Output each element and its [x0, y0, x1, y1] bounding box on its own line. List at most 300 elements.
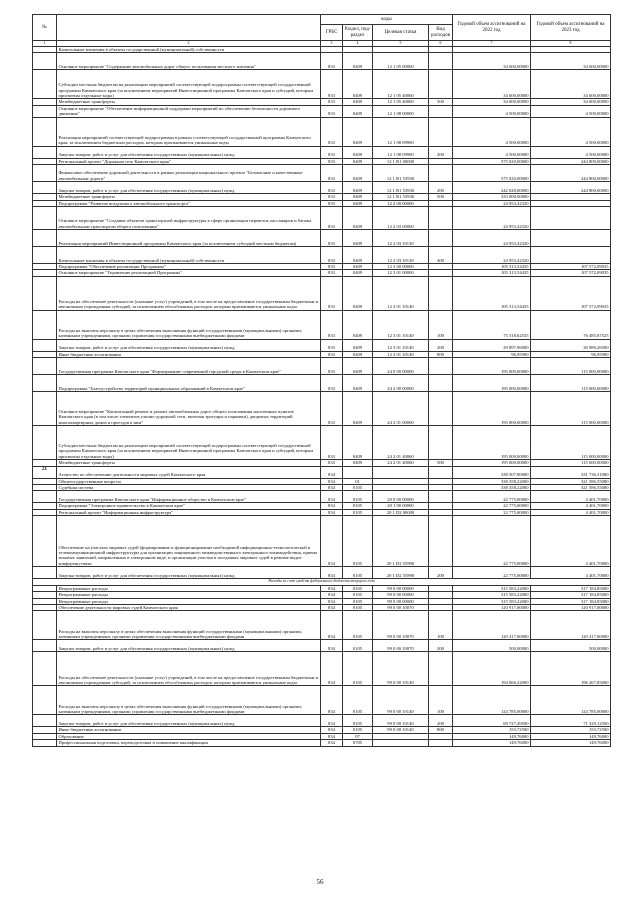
row-grbs: 834 — [321, 478, 343, 484]
row-amount-2022: 105 313,54435 — [453, 264, 531, 270]
table-row — [33, 339, 611, 351]
table-row — [33, 117, 611, 146]
row-name: Подпрограмма "Обеспечение реализации Программы" — [57, 264, 321, 270]
row-grbs: 833 — [321, 99, 343, 105]
row-grbs: 834 — [321, 715, 343, 727]
row-grbs: 834 — [321, 509, 343, 515]
row-amount-2023: 317 184,85000 — [531, 592, 611, 598]
row-exptype: 200 — [429, 567, 453, 579]
row-grbs: 834 — [321, 652, 343, 686]
row-amount-2023: 34 600,00000 — [531, 70, 611, 99]
row-name: Непрограммные расходы — [57, 592, 321, 598]
row-exptype — [429, 740, 453, 746]
row-target: 99 0 00 10140 — [373, 652, 429, 686]
col-num: 3 — [321, 41, 343, 47]
row-amount-2022: 24 953,42320 — [453, 247, 531, 264]
row-number — [33, 165, 57, 182]
row-amount-2022: 194 666,22000 — [453, 652, 531, 686]
row-name: Капитальные вложения в объекты государственной (муниципальной) собственности — [57, 47, 321, 53]
row-section: 0409 — [343, 105, 373, 117]
row-amount-2023: 120 417,00000 — [531, 611, 611, 640]
row-amount-2022: 195 000,00000 — [453, 392, 531, 426]
header-name — [57, 15, 321, 41]
table-row — [33, 230, 611, 247]
row-name: Субсидии местным бюджетам на реализацию мероприятий соответствующей подпрограммы соответствующей государственной программы Камчатского края (за исключением мероприятий Инвестиционной программы Камчатского края и субсидий, которым присвоены отдельные коды) — [57, 426, 321, 460]
row-target: 12 1 R1 53930 — [373, 165, 429, 182]
row-target: 99 0 00 10140 — [373, 715, 429, 727]
row-number — [33, 53, 57, 70]
row-exptype: 200 — [429, 146, 453, 158]
row-amount-2022: 105 313,54435 — [453, 270, 531, 276]
row-amount-2023: 4 401,70000 — [531, 491, 611, 503]
col-num: 7 — [453, 41, 531, 47]
row-exptype: 500 — [429, 99, 453, 105]
row-target: 99 0 00 10070 — [373, 604, 429, 610]
row-amount-2023: 317 184,85000 — [531, 598, 611, 604]
row-grbs: 834 — [321, 567, 343, 579]
row-grbs: 833 — [321, 426, 343, 460]
row-exptype — [429, 516, 453, 567]
row-name: Закупка товаров, работ и услуг для обеспечения государственных (муниципальных) нужд — [57, 715, 321, 727]
row-grbs: 833 — [321, 165, 343, 182]
row-exptype — [429, 70, 453, 99]
row-grbs: 833 — [321, 230, 343, 247]
row-name: Межбюджетные трансферты — [57, 194, 321, 200]
budget-table — [32, 14, 611, 747]
row-amount-2023: 76 485,87525 — [531, 310, 611, 339]
row-grbs: 833 — [321, 460, 343, 466]
table-row — [33, 247, 611, 264]
row-amount-2023: 321 586,55080 — [531, 485, 611, 491]
row-amount-2023: 115 000,00000 — [531, 460, 611, 466]
row-section: 0409 — [343, 230, 373, 247]
row-amount-2022: 4 500,00000 — [453, 146, 531, 158]
row-exptype — [429, 358, 453, 375]
row-grbs: 834 — [321, 503, 343, 509]
row-name: Иные бюджетные ассигнования — [57, 351, 321, 357]
row-number — [33, 247, 57, 264]
row-amount-2022: 24 953,42320 — [453, 207, 531, 230]
row-section: 0409 — [343, 70, 373, 99]
row-amount-2023: 4 500,00000 — [531, 117, 611, 146]
row-name: Закупка товаров, работ и услуг для обеспечения государственных (муниципальных) нужд — [57, 146, 321, 158]
row-amount-2022: 34 600,00000 — [453, 70, 531, 99]
row-amount-2023: 331 736,31080 — [531, 466, 611, 478]
row-target: 12 3 01 00000 — [373, 270, 429, 276]
row-name: Расходы на обеспечение деятельности (оказание услуг) учреждений, в том числе на предоставление государственным бюджетным и автономным учреждениям субсидий, за исключением обособленных расходов, которым присваиваются уникальные коды — [57, 652, 321, 686]
row-section: 0105 — [343, 640, 373, 652]
row-section: 01 — [343, 478, 373, 484]
row-exptype — [429, 375, 453, 392]
row-exptype: 100 — [429, 611, 453, 640]
row-amount-2022: 315 583,22000 — [453, 592, 531, 598]
row-amount-2022: 242 020,00000 — [453, 182, 531, 194]
header-no: № — [33, 15, 57, 41]
row-grbs: 833 — [321, 375, 343, 392]
row-number — [33, 652, 57, 686]
row-number — [33, 339, 57, 351]
row-target: 20 1 00 00000 — [373, 503, 429, 509]
row-number — [33, 358, 57, 375]
row-name: Закупка товаров, работ и услуг для обеспечения государственных (муниципальных) нужд — [57, 567, 321, 579]
row-grbs: 833 — [321, 351, 343, 357]
row-section: 0105 — [343, 485, 373, 491]
row-amount-2023: 34 600,00000 — [531, 53, 611, 70]
row-amount-2023 — [531, 207, 611, 230]
row-target: 12 1 R1 00000 — [373, 158, 429, 164]
row-amount-2022: 338 358,22000 — [453, 478, 531, 484]
row-grbs: 834 — [321, 733, 343, 739]
row-amount-2022: 24 953,42320 — [453, 230, 531, 247]
row-exptype — [429, 426, 453, 460]
row-name: Межбюджетные трансферты — [57, 460, 321, 466]
row-exptype: 400 — [429, 247, 453, 264]
row-amount-2022: 34 600,00000 — [453, 99, 531, 105]
row-amount-2023 — [531, 247, 611, 264]
header-row-codes — [33, 15, 611, 25]
table-row — [33, 358, 611, 375]
row-section: 0409 — [343, 99, 373, 105]
row-amount-2022: 22 775,00000 — [453, 567, 531, 579]
row-target: 12 1 R1 53930 — [373, 182, 429, 194]
row-section: 0409 — [343, 392, 373, 426]
row-name: Подпрограмма "Развитие воздушного автомобильного транспорта" — [57, 200, 321, 206]
row-target: 99 0 00 00000 — [373, 598, 429, 604]
table-row — [33, 392, 611, 426]
row-amount-2022: 195 000,00000 — [453, 375, 531, 392]
table-row — [33, 70, 611, 99]
row-amount-2023: 30 989,26500 — [531, 339, 611, 351]
col-num: 2 — [57, 41, 321, 47]
row-grbs: 833 — [321, 392, 343, 426]
row-amount-2023: 107 572,09035 — [531, 276, 611, 310]
row-amount-2023: 34 600,00000 — [531, 99, 611, 105]
row-amount-2023: 244 800,00000 — [531, 158, 611, 164]
row-section: 0409 — [343, 117, 373, 146]
row-name: Межбюджетные трансферты — [57, 99, 321, 105]
row-name: Капитальные вложения в объекты государственной (муниципальной) собственности — [57, 247, 321, 264]
row-name: Расходы на выплаты персоналу в целях обеспечения выполнения функций государственными (муниципальными) органами, казенными учреждениями, органами управления государственными внебюджетными фондами — [57, 310, 321, 339]
row-name: Региональный проект "Дорожная сеть Камчатского края" — [57, 158, 321, 164]
row-section: 0409 — [343, 182, 373, 194]
row-name: Расходы на выплаты персоналу в целях обеспечения выполнения функций государственными (муниципальными) органами, казенными учреждениями, органами управления государственными внебюджетными фондами — [57, 611, 321, 640]
row-name: Реализация мероприятий Инвестиционной программы Камчатского края (за исключением субсидий местным бюджетам) — [57, 230, 321, 247]
row-section: 0409 — [343, 194, 373, 200]
row-target: 12 3 01 10140 — [373, 351, 429, 357]
row-name: Общегосударственные вопросы — [57, 478, 321, 484]
row-section: 0105 — [343, 727, 373, 733]
row-number — [33, 611, 57, 640]
row-section: 0409 — [343, 247, 373, 264]
row-amount-2023: 321 586,55080 — [531, 478, 611, 484]
row-amount-2022: 149,76000 — [453, 740, 531, 746]
row-grbs: 833 — [321, 207, 343, 230]
table-row — [33, 310, 611, 339]
row-name: Обеспечение деятельности мировых судей Камчатского края — [57, 604, 321, 610]
row-number — [33, 207, 57, 230]
row-amount-2022: 195 000,00000 — [453, 460, 531, 466]
row-number — [33, 117, 57, 146]
table-row — [33, 146, 611, 158]
row-grbs: 833 — [321, 264, 343, 270]
row-section: 0409 — [343, 165, 373, 182]
row-grbs: 833 — [321, 276, 343, 310]
row-amount-2023: 4 401,70000 — [531, 509, 611, 515]
row-amount-2022: 338 358,22000 — [453, 485, 531, 491]
table-row — [33, 516, 611, 567]
row-grbs: 833 — [321, 158, 343, 164]
row-grbs: 834 — [321, 727, 343, 733]
row-amount-2023: 4 401,70000 — [531, 503, 611, 509]
row-name: Основное мероприятие "Обеспечение информационной поддержки мероприятий по обеспечению безопасности дорожного движения" — [57, 105, 321, 117]
row-exptype — [429, 392, 453, 426]
table-row — [33, 640, 611, 652]
row-grbs: 833 — [321, 194, 343, 200]
row-amount-2022: 69 727,49500 — [453, 715, 531, 727]
row-target: 12 2 03 10130 — [373, 247, 429, 264]
row-name: Субсидии местным бюджетам на реализацию мероприятий соответствующей подпрограммы соответствующей государственной программы Камчатского края (за исключением мероприятий Инвестиционной программы Камчатского края и субсидий, которым присвоены отдельные коды) — [57, 70, 321, 99]
row-exptype: 200 — [429, 640, 453, 652]
row-amount-2022: 22 775,00000 — [453, 516, 531, 567]
row-section: 0409 — [343, 264, 373, 270]
row-target — [373, 740, 429, 746]
row-number — [33, 740, 57, 746]
row-amount-2023: 244 800,00000 — [531, 165, 611, 182]
row-amount-2023: 115 000,00000 — [531, 426, 611, 460]
row-number — [33, 105, 57, 117]
row-number — [33, 230, 57, 247]
row-grbs: 834 — [321, 491, 343, 503]
row-target: 99 0 00 00000 — [373, 585, 429, 591]
row-amount-2022: 575 020,00000 — [453, 165, 531, 182]
row-target: 24 0 00 00000 — [373, 358, 429, 375]
row-amount-2022: 195 000,00000 — [453, 358, 531, 375]
table-row — [33, 182, 611, 194]
row-grbs: 833 — [321, 339, 343, 351]
row-section — [343, 466, 373, 478]
row-name: Подпрограмма "Благоустройство территорий муниципальных образований в Камчатском крае" — [57, 375, 321, 392]
row-target: 99 0 00 00000 — [373, 592, 429, 598]
row-exptype: 100 — [429, 686, 453, 715]
row-grbs: 834 — [321, 485, 343, 491]
col-num: 5 — [373, 41, 429, 47]
row-name: Реализация мероприятий соответствующей подпрограммы в рамках соответствующей государственной программы Камчатского края, за исключением бюджетных расходов, которым присваиваются уникальные коды — [57, 117, 321, 146]
row-section: 0105 — [343, 652, 373, 686]
row-name: Расходы на выплаты персоналу в целях обеспечения выполнения функций государственными (муниципальными) органами, казенными учреждениями, органами управления государственными внебюджетными фондами — [57, 686, 321, 715]
row-name: Основное мероприятие "Управление реализацией Программы" — [57, 270, 321, 276]
row-grbs: 834 — [321, 686, 343, 715]
row-amount-2023: 96,95900 — [531, 351, 611, 357]
row-number: 21 — [33, 466, 57, 478]
row-grbs: 833 — [321, 310, 343, 339]
row-amount-2022: 105 313,54435 — [453, 276, 531, 310]
col-num: 8 — [531, 41, 611, 47]
row-name: Расходы на обеспечение деятельности (оказание услуг) учреждений, в том числе на предоставление государственным бюджетным и автономным учреждениям субсидий, за исключением обособленных расходов, которым присваиваются уникальные коды — [57, 276, 321, 310]
row-amount-2022: 500,00000 — [453, 640, 531, 652]
row-target: 20 0 00 00000 — [373, 491, 429, 503]
row-number — [33, 70, 57, 99]
row-amount-2022: 338 507,80000 — [453, 466, 531, 478]
row-amount-2022: 96,95900 — [453, 351, 531, 357]
row-amount-2022: 333 000,00000 — [453, 194, 531, 200]
row-target: 99 0 00 10070 — [373, 611, 429, 640]
row-number — [33, 516, 57, 567]
table-row — [33, 611, 611, 640]
row-target: 99 0 00 10070 — [373, 640, 429, 652]
header-2022: Годовой объем ассигнований на 2022 год — [453, 15, 531, 41]
row-target: 12 1 R1 53930 — [373, 194, 429, 200]
table-row — [33, 105, 611, 117]
col-num: 1 — [33, 41, 57, 47]
row-section: 0105 — [343, 516, 373, 567]
row-number — [33, 146, 57, 158]
row-amount-2022: 195 000,00000 — [453, 426, 531, 460]
row-name: Непрограммные расходы — [57, 598, 321, 604]
row-amount-2023: 115 000,00000 — [531, 358, 611, 375]
row-amount-2023: 196 267,85000 — [531, 652, 611, 686]
row-amount-2022: 22 775,00000 — [453, 503, 531, 509]
row-amount-2022: 315 583,22000 — [453, 585, 531, 591]
row-exptype: 500 — [429, 460, 453, 466]
row-amount-2023: 244 800,00000 — [531, 182, 611, 194]
row-exptype — [429, 207, 453, 230]
row-target: 24 2 00 00000 — [373, 375, 429, 392]
row-amount-2023: 115 000,00000 — [531, 392, 611, 426]
row-target — [373, 466, 429, 478]
row-grbs: 833 — [321, 182, 343, 194]
row-grbs: 834 — [321, 585, 343, 591]
row-section: 0409 — [343, 460, 373, 466]
header-target: Целевая статья — [373, 25, 429, 41]
row-number — [33, 426, 57, 460]
row-target: 12 1 08 00000 — [373, 105, 429, 117]
table-row — [33, 276, 611, 310]
row-name: Закупка товаров, работ и услуг для обеспечения государственных (муниципальных) нужд — [57, 182, 321, 194]
header-codes: коды — [321, 15, 453, 25]
row-amount-2022: 149,76000 — [453, 733, 531, 739]
row-exptype — [429, 276, 453, 310]
row-section: 07 — [343, 733, 373, 739]
row-section: 0105 — [343, 611, 373, 640]
row-name: Профессиональная подготовка, переподготовка и повышение квалификации — [57, 740, 321, 746]
row-amount-2022: 29 897,96000 — [453, 339, 531, 351]
budget-document — [32, 14, 610, 747]
row-target: 12 1 08 09990 — [373, 117, 429, 146]
row-target: 20 1 D2 55890 — [373, 516, 429, 567]
row-target: 99 0 00 10140 — [373, 727, 429, 733]
row-target: 12 2 03 00000 — [373, 207, 429, 230]
table-row — [33, 207, 611, 230]
row-grbs: 834 — [321, 611, 343, 640]
row-exptype — [429, 105, 453, 117]
table-body — [33, 47, 611, 747]
row-grbs: 833 — [321, 53, 343, 70]
row-target: 12 2 03 10130 — [373, 230, 429, 247]
row-amount-2023: 153,72500 — [531, 727, 611, 733]
row-grbs: 834 — [321, 604, 343, 610]
row-amount-2022: 4 500,00000 — [453, 105, 531, 117]
row-name: Агентство по обеспечению деятельности мировых судей Камчатского края — [57, 466, 321, 478]
row-grbs: 834 — [321, 516, 343, 567]
row-target: 24 2 01 40060 — [373, 460, 429, 466]
row-section: 0409 — [343, 276, 373, 310]
row-grbs: 834 — [321, 466, 343, 478]
row-name: Образование — [57, 733, 321, 739]
row-target: 24 2 01 40060 — [373, 426, 429, 460]
row-section: 0409 — [343, 146, 373, 158]
row-amount-2022: 22 775,00000 — [453, 491, 531, 503]
page-number: 56 — [316, 878, 324, 886]
row-number — [33, 686, 57, 715]
row-target: 99 0 00 10140 — [373, 686, 429, 715]
row-amount-2023: 149,76000 — [531, 733, 611, 739]
row-section: 0409 — [343, 351, 373, 357]
row-section: 0105 — [343, 567, 373, 579]
row-exptype — [429, 117, 453, 146]
row-number — [33, 310, 57, 339]
row-target: 24 2 01 00000 — [373, 392, 429, 426]
row-section: 0409 — [343, 200, 373, 206]
row-section: 0409 — [343, 358, 373, 375]
row-grbs: 833 — [321, 358, 343, 375]
row-section: 0409 — [343, 207, 373, 230]
row-amount-2022: 575 020,00000 — [453, 158, 531, 164]
row-amount-2022: 153,72500 — [453, 727, 531, 733]
row-amount-2022: 24 953,42320 — [453, 200, 531, 206]
row-name: Основное мероприятие "Содержание автомобильных дорог общего пользования местного значения" — [57, 53, 321, 70]
row-target: 12 1 05 00000 — [373, 53, 429, 70]
row-name: Закупка товаров, работ и услуг для обеспечения государственных (муниципальных) нужд — [57, 640, 321, 652]
row-exptype — [429, 230, 453, 247]
table-row — [33, 715, 611, 727]
row-amount-2023: 124 785,00000 — [531, 686, 611, 715]
row-amount-2022: 34 600,00000 — [453, 53, 531, 70]
row-name: Закупка товаров, работ и услуг для обеспечения государственных (муниципальных) нужд — [57, 339, 321, 351]
row-grbs: 834 — [321, 598, 343, 604]
row-amount-2022: 75 318,62535 — [453, 310, 531, 339]
col-num: 6 — [429, 41, 453, 47]
row-exptype: 200 — [429, 182, 453, 194]
row-target: 12 3 01 10140 — [373, 276, 429, 310]
row-section: 0409 — [343, 375, 373, 392]
row-section: 0105 — [343, 509, 373, 515]
row-section: 0705 — [343, 740, 373, 746]
header-section: Раздел, под-раздел — [343, 25, 373, 41]
row-name: Финансовое обеспечение дорожной деятельности в рамках реализации национального проекта "Безопасные и качественные автомобильные дороги" — [57, 165, 321, 182]
row-name: Иные бюджетные ассигнования — [57, 727, 321, 733]
row-name: Обеспечение на участках мировых судей (формирование и функционирование необходимой информационно-технологической и телекоммуникационной инфраструктуры для организации защищенного межведомственного электронного взаимодействия, приема исковых заявлений, направленных в электронном виде, и организации участия в заседаниях мировых судей в режиме видео-конференц-связи — [57, 516, 321, 567]
row-name: Региональный проект "Информационная инфраструктура" — [57, 509, 321, 515]
row-exptype — [429, 652, 453, 686]
row-amount-2023: 71 329,12500 — [531, 715, 611, 727]
row-target: 12 2 00 00000 — [373, 200, 429, 206]
row-exptype — [429, 491, 453, 503]
table-row — [33, 652, 611, 686]
row-grbs: 833 — [321, 117, 343, 146]
row-grbs: 834 — [321, 640, 343, 652]
row-target: 20 1 D2 55890 — [373, 567, 429, 579]
row-name: Подпрограмма "Электронное правительство в Камчатском крае" — [57, 503, 321, 509]
row-number — [33, 276, 57, 310]
row-exptype — [429, 466, 453, 478]
row-exptype: 200 — [429, 715, 453, 727]
row-section: 0105 — [343, 686, 373, 715]
row-name: Непрограммные расходы — [57, 585, 321, 591]
row-amount-2023: 115 000,00000 — [531, 375, 611, 392]
row-section: 0409 — [343, 270, 373, 276]
col-num: 4 — [343, 41, 373, 47]
row-number — [33, 182, 57, 194]
